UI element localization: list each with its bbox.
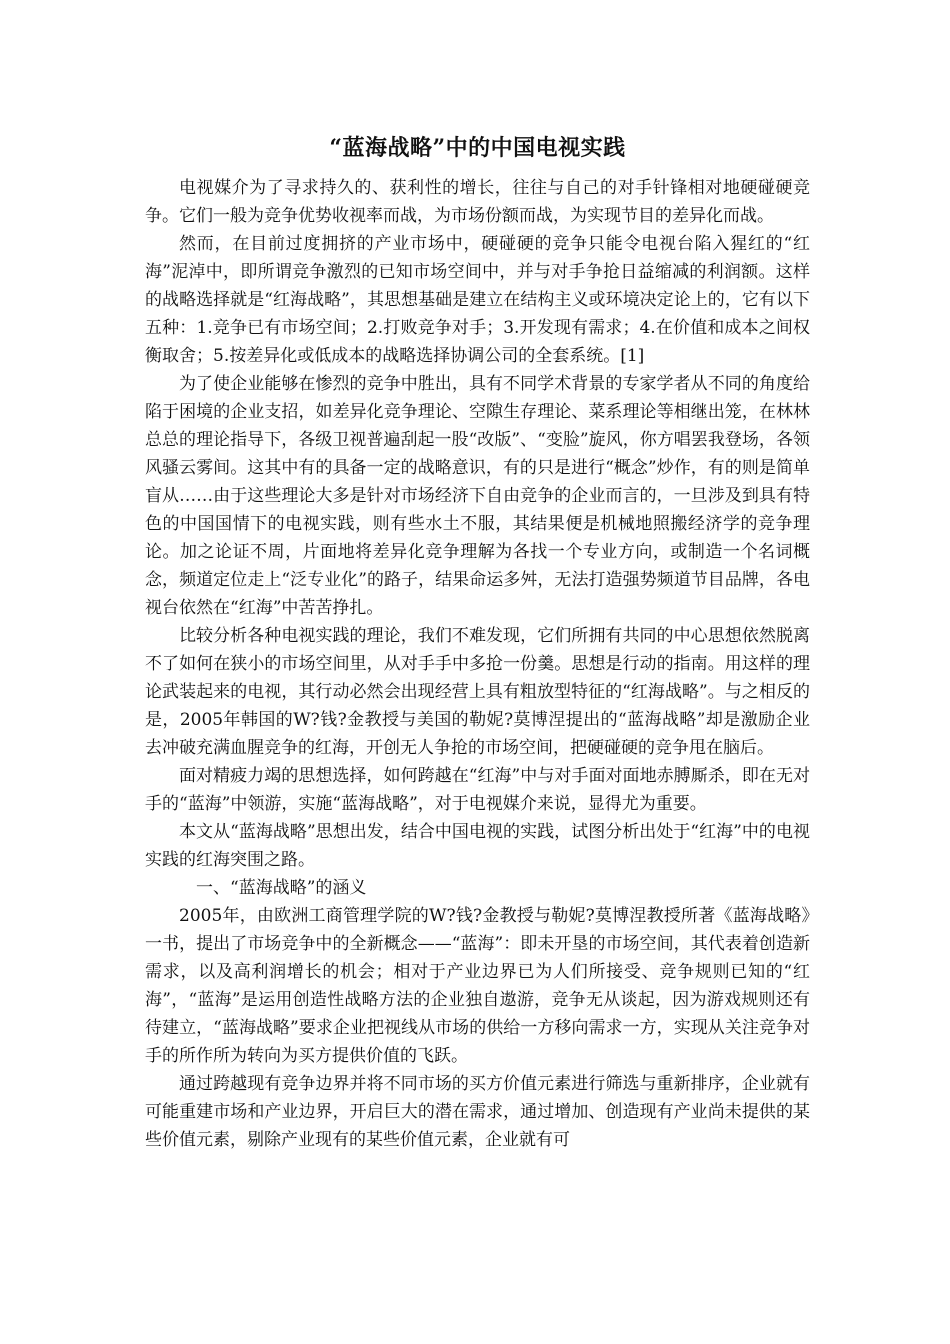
paragraph-purpose: 本文从“蓝海战略”思想出发，结合中国电视的实践，试图分析出处于“红海”中的电视实践的红海突围之路。	[145, 822, 810, 870]
paragraph-definition: 2005年，由欧洲工商管理学院的W?钱?金教授与勒妮?莫博涅教授所著《蓝海战略》一书，提出了市场竞争中的全新概念——“蓝海”：即未开垦的市场空间，其代表着创造新需求，以及高利润增长的机会；相对于产业边界已为人们所接受、竞争规则已知的“红海”，“蓝海”是运用创造性战略方法的企业独自遨游，竞争无从谈起，因为游戏规则还有待建立，“蓝海战略”要求企业把视线从市场的供给一方移向需求一方，实现从关注竞争对手的所作所为转向为买方提供价值的飞跃。	[145, 906, 810, 1066]
paragraph-intro: 电视媒介为了寻求持久的、获利性的增长，往往与自己的对手针锋相对地硬碰硬竞争。它们一般为竞争优势收视率而战，为市场份额而战，为实现节目的差异化而战。	[145, 178, 810, 226]
document-page	[145, 128, 810, 1154]
paragraph-boundaries: 通过跨越现有竞争边界并将不同市场的买方价值元素进行筛选与重新排序，企业就有可能重建市场和产业边界，开启巨大的潜在需求，通过增加、创造现有产业尚未提供的某些价值元素，剔除产业现有的某些价值元素，企业就有可	[145, 1074, 810, 1150]
paragraph-red-ocean: 然而，在目前过度拥挤的产业市场中，硬碰硬的竞争只能令电视台陷入猩红的“红海”泥淖中，即所谓竞争激烈的已知市场空间中，并与对手争抢日益缩减的利润额。这样的战略选择就是“红海战略”，其思想基础是建立在结构主义或环境决定论上的，它有以下五种：1.竞争已有市场空间；2.打败竞争对手；3.开发现有需求；4.在价值和成本之间权衡取舍；5.按差异化或低成本的战略选择协调公司的全套系统。[1]	[145, 234, 810, 366]
section-heading: 一、“蓝海战略”的涵义	[196, 878, 367, 898]
paragraph-theories: 为了使企业能够在惨烈的竞争中胜出，具有不同学术背景的专家学者从不同的角度给陷于困境的企业支招，如差异化竞争理论、空隙生存理论、菜系理论等相继出笼，在林林总总的理论指导下，各级卫视普遍刮起一股“改版”、“变脸”旋风，你方唱罢我登场，各领风骚云雾间。这其中有的具备一定的战略意识，有的只是进行“概念”炒作，有的则是简单盲从……由于这些理论大多是针对市场经济下自由竞争的企业而言的，一旦涉及到具有特色的中国国情下的电视实践，则有些水土不服，其结果便是机械地照搬经济学的竞争理论。加之论证不周，片面地将差异化竞争理解为各找一个专业方向，或制造一个名词概念，频道定位走上“泛专业化”的路子，结果命运多舛，无法打造强势频道节目品牌，各电视台依然在“红海”中苦苦挣扎。	[145, 374, 810, 618]
paragraph-comparison: 比较分析各种电视实践的理论，我们不难发现，它们所拥有共同的中心思想依然脱离不了如何在狭小的市场空间里，从对手手中多抢一份羹。思想是行动的指南。用这样的理论武装起来的电视，其行动必然会出现经营上具有粗放型特征的“红海战略”。与之相反的是，2005年韩国的W?钱?金教授与美国的勒妮?莫博涅提出的“蓝海战略”却是激励企业去冲破充满血腥竞争的红海，开创无人争抢的市场空间，把硬碰硬的竞争甩在脑后。	[145, 626, 810, 758]
paragraph-choice: 面对精疲力竭的思想选择，如何跨越在“红海”中与对手面对面地赤膊厮杀，即在无对手的“蓝海”中领游，实施“蓝海战略”，对于电视媒介来说，显得尤为重要。	[145, 766, 810, 814]
document-title: “蓝海战略”中的中国电视实践	[329, 135, 626, 161]
